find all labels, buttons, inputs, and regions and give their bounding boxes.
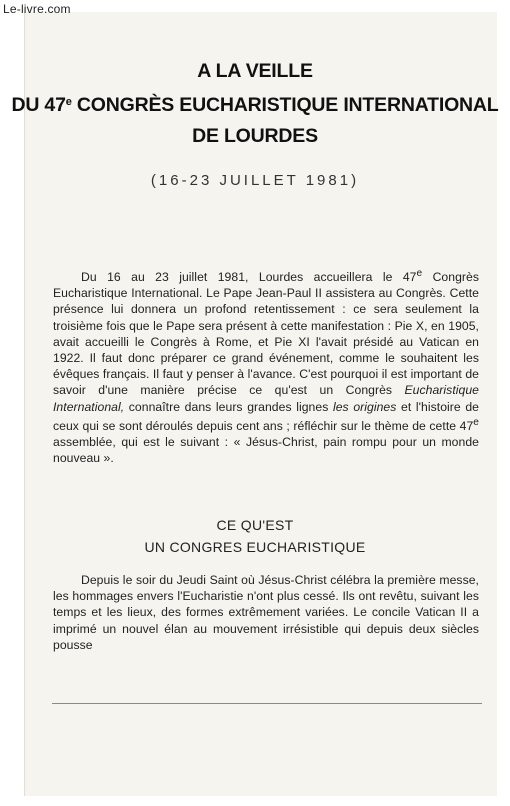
title-line-1: A LA VEILLE <box>197 60 313 82</box>
section-heading <box>0 514 510 558</box>
intro-text-2: Congrès Eucharistique International. Le Pape Jean-Paul II assistera au Congrès. Cette présence lui donnera un profond retentissement : ce sera seulement la troisième fois que le Pape sera présent à cette manifestation : Pie X, en 1905, avait accueilli le Congrès à Rome, et Pie XI l'avait présidé au Vatican en 1922. Il faut donc préparer ce grand événement, comme le souhaitent les évêques français. Il faut y penser à l'avance. C'est pourquoi il est important de savoir d'une manière précise ce qu'est un Congrès <box>53 270 479 398</box>
section-heading-line-2: UN CONGRES EUCHARISTIQUE <box>144 539 366 555</box>
section-heading-line-1: CE QU'EST <box>216 517 294 533</box>
intro-sup-2: e <box>473 416 479 428</box>
section-paragraph-text: Depuis le soir du Jeudi Saint où Jésus-Christ célébra la première messe, les hommages envers l'Eucharistie n'ont plus cessé. Ils ont revêtu, suivant les temps et les lieux, des formes extrêmement variées. Le concile Vatican II a imprimé un nouvel élan au mouvement irrésistible qui depuis deux siècles pousse <box>53 573 479 652</box>
intro-paragraph-text <box>53 266 479 467</box>
intro-text-5: assemblée, qui est le suivant : « Jésus-Christ, pain rompu pour un monde nouveau ». <box>53 435 479 466</box>
title-line-3: DE LOURDES <box>192 125 318 147</box>
watermark: Le-livre.com <box>3 2 71 16</box>
intro-italic-1: Eucharistique International, <box>53 383 479 414</box>
section-paragraph <box>53 572 479 653</box>
title-line-2-pre: DU 47 <box>11 94 66 116</box>
bottom-rule <box>52 703 482 704</box>
title-line-2 <box>0 87 510 121</box>
intro-text-4: et l'histoire de ceux qui se sont déroulés depuis cent ans ; réfléchir sur le thème de cette 47 <box>53 399 479 433</box>
intro-text-1: Du 16 au 23 juillet 1981, Lourdes accueillera le 47 <box>81 270 417 285</box>
title-line-2-sup: e <box>65 96 72 108</box>
intro-paragraph <box>53 266 479 467</box>
intro-text-3: connaître dans leurs grandes lignes <box>124 399 333 414</box>
title-line-2-post: CONGRÈS EUCHARISTIQUE INTERNATIONAL <box>71 94 499 116</box>
event-dates: (16-23 JUILLET 1981) <box>150 172 360 189</box>
intro-sup-1: e <box>416 268 423 279</box>
document-title <box>0 56 510 152</box>
intro-italic-2: les origines <box>332 399 397 414</box>
